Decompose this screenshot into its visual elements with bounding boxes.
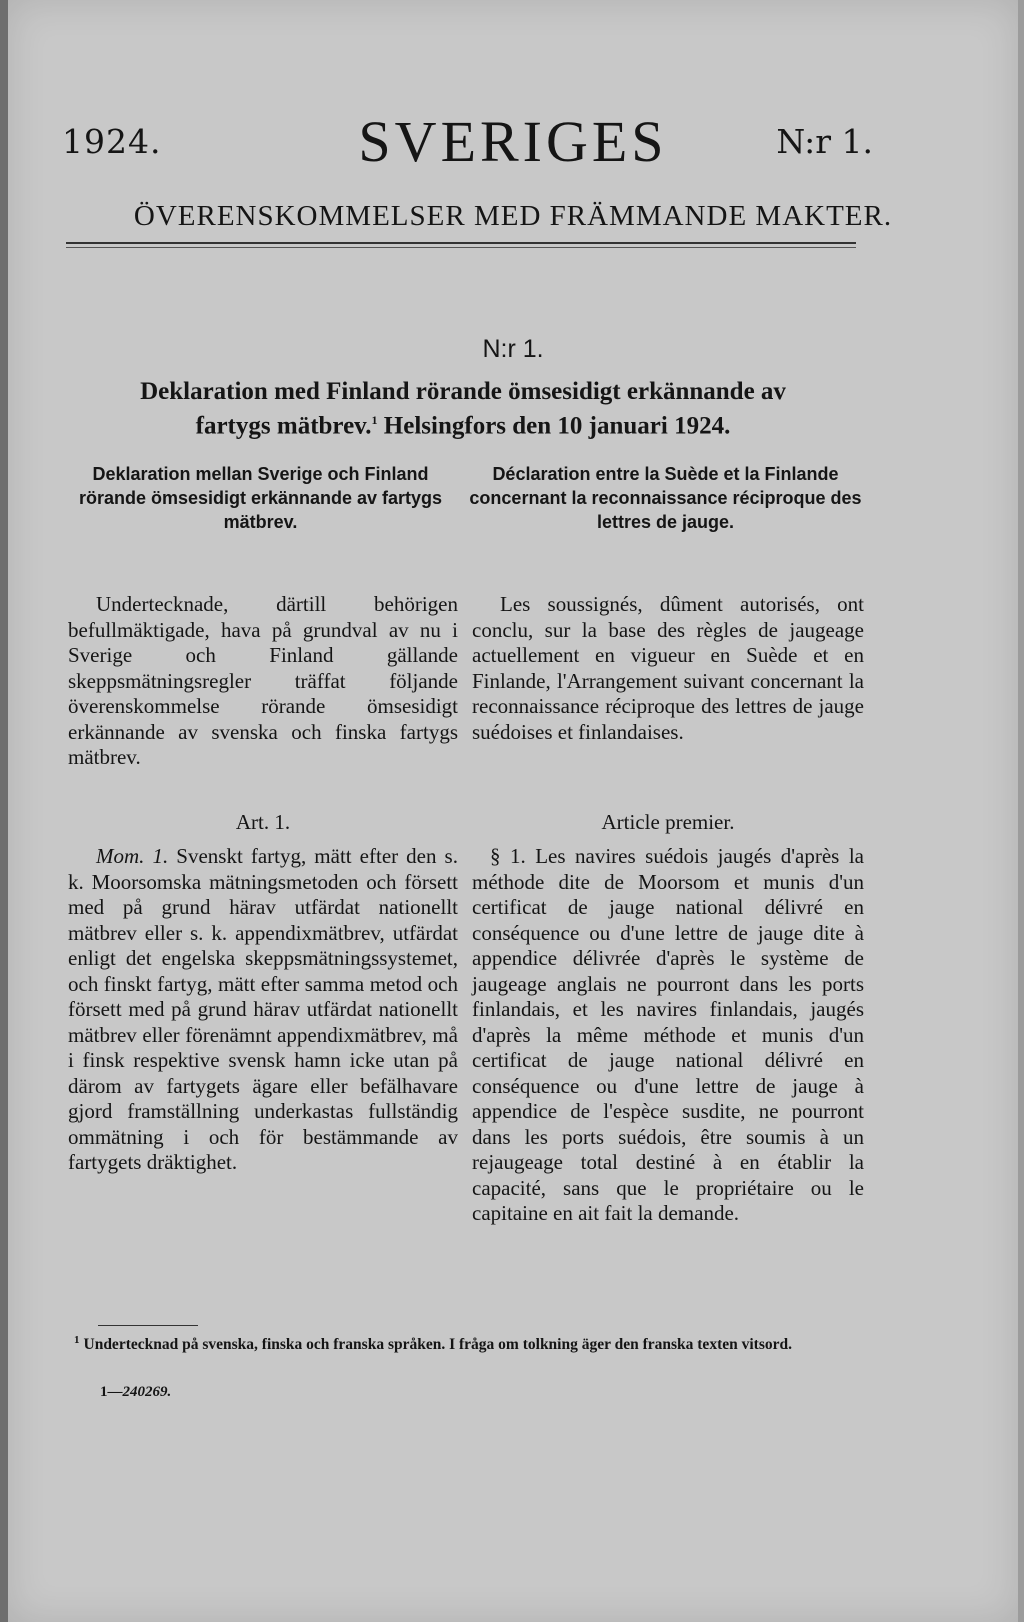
footnote xyxy=(74,1330,864,1355)
document-heading xyxy=(68,378,858,440)
header-subtitle: ÖVERENSKOMMELSER MED FRÄMMANDE MAKTER. xyxy=(133,200,893,232)
header-title: SVERIGES xyxy=(358,109,668,174)
scan-edge-right xyxy=(1018,0,1024,1622)
heading-line2-rest: Helsingfors den 10 januari 1924. xyxy=(377,412,731,440)
print-code-prefix: 1— xyxy=(100,1384,123,1400)
swedish-preamble: Undertecknade, därtill behörigen befullmäktigade, hava på grundval av nu i Sverige och Finland gällande skeppsmätningsregler träffat följande överenskommelse rörande ömsesidigt erkännande av svenska och finska fartygs mätbrev. xyxy=(68,592,458,769)
swedish-article-title: Art. 1. xyxy=(235,810,291,834)
print-code-number: 240269. xyxy=(122,1384,172,1400)
swedish-mom-label: Mom. 1. xyxy=(96,844,169,868)
french-article-title: Article premier. xyxy=(601,810,735,834)
footnote-rule xyxy=(98,1325,198,1326)
footnote-text: Undertecknad på svenska, finska och franska språken. I fråga om tolkning äger den franska texten vitsord. xyxy=(83,1336,792,1354)
swedish-title: Deklaration mellan Sverige och Finland rörande ömsesidigt erkännande av fartygs mätbrev. xyxy=(78,464,443,532)
french-para-text: Les navires suédois jaugés d'après la méthode dite de Moorsom et munis d'un certificat de jauge national délivré en conséquence ou d'une lettre de jauge dite à appendice délivrée d'après le système de jaugeage anglais ne pourront dans les ports finlandais, et les navires finlandais, jaugés d'après la même méthode et munis d'un certificat de jauge national délivré en conséquence ou d'une lettre de jauge à appendice de l'espèce susdite, ne pourront dans les ports suédois, être soumis à un rejaugeage total destiné à en établir la capacité, sans que le propriétaire ou le capitaine en ait fait la demande. xyxy=(472,844,864,1225)
print-code xyxy=(100,1384,171,1401)
swedish-mom-text: Svenskt fartyg, mätt efter den s. k. Moorsomska mätningsmetoden och försett med på grund härav utfärdat nationellt mätbrev eller s. k. appendixmätbrev, utfärdat enligt det engelska skeppsmätningssystemet, och finskt fartyg, mätt efter samma metod och försett med på grund härav utfärdat nationellt mätbrev eller förenämnt appendixmätbrev, må i finsk respektive svensk hamn icke utan på därom av fartygets ägare eller befälhavare gjord framställning underkastas fullständig ommätning i och för bestämmande av fartygets dräktighet. xyxy=(68,844,458,1174)
running-header xyxy=(8,108,1018,178)
scan-edge-left xyxy=(0,0,8,1622)
french-title: Déclaration entre la Suède et la Finlande concernant la reconnaissance réciproque des lettres de jauge. xyxy=(469,464,862,532)
header-year: 1924. xyxy=(62,122,162,161)
header-number: N:r 1. xyxy=(776,122,873,161)
document-page xyxy=(8,0,1018,1622)
heading-line1: Deklaration med Finland rörande ömsesidigt erkännande av xyxy=(140,378,786,405)
heading-footnote-ref: 1 xyxy=(371,413,378,427)
header-rule-thin xyxy=(66,247,856,248)
french-preamble: Les soussignés, dûment autorisés, ont conclu, sur la base des règles de jaugeage actuellement en vigueur en Suède et en Finlande, l'Arrangement suivant concernant la reconnaissance réciproque des lettres de jauge suédoises et finlandaises. xyxy=(472,592,864,744)
swedish-article-text xyxy=(68,844,458,1176)
french-para-label: § 1. xyxy=(490,844,526,868)
heading-line2: fartygs mätbrev. xyxy=(195,412,372,440)
header-rule xyxy=(66,242,856,244)
document-number: N:r 1. xyxy=(482,335,544,363)
footnote-mark: 1 xyxy=(74,1334,80,1346)
french-article-text xyxy=(472,844,864,1227)
